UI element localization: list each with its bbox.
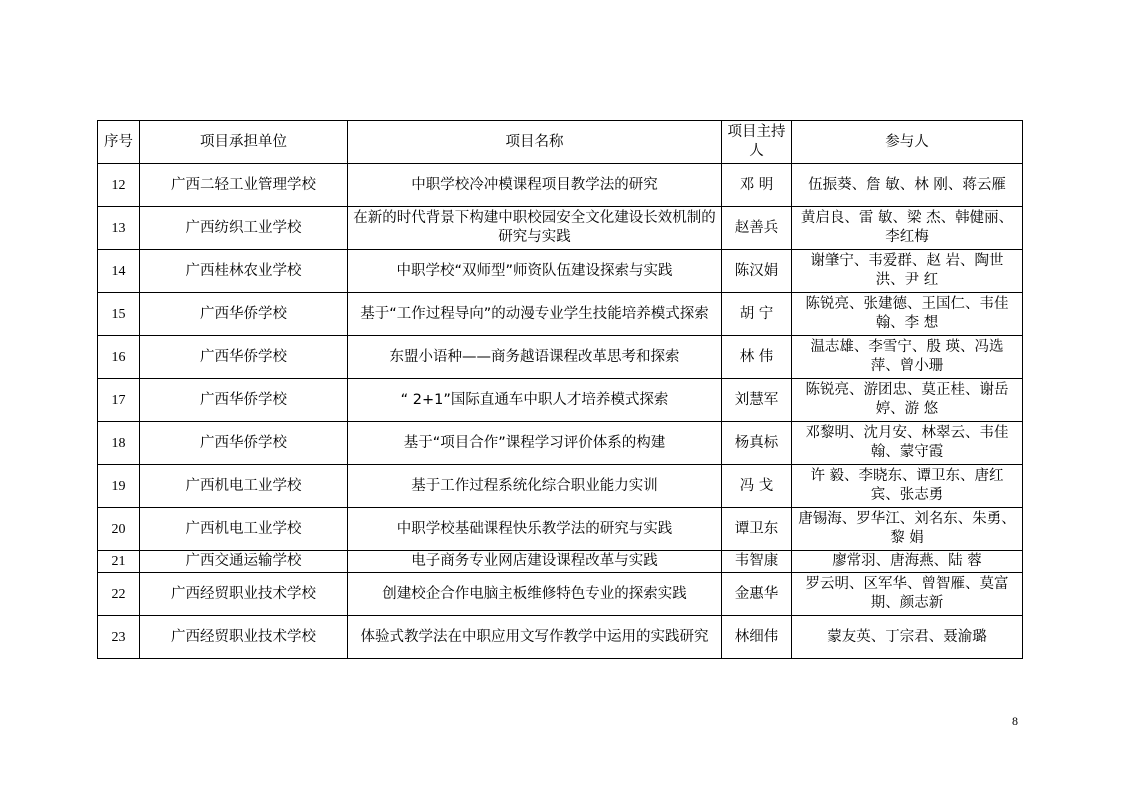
cell-unit: 广西机电工业学校 [140, 465, 348, 508]
cell-seq: 13 [98, 207, 140, 250]
cell-unit: 广西纺织工业学校 [140, 207, 348, 250]
cell-unit: 广西机电工业学校 [140, 508, 348, 551]
cell-participants: 蒙友英、丁宗君、聂渝璐 [792, 616, 1023, 659]
cell-participants: 伍振葵、詹 敏、林 刚、蒋云雁 [792, 164, 1023, 207]
cell-host: 冯 戈 [722, 465, 792, 508]
table-row [98, 573, 1023, 616]
cell-seq: 19 [98, 465, 140, 508]
page-number: 8 [1012, 714, 1018, 728]
table-row [98, 164, 1023, 207]
table-row [98, 551, 1023, 573]
cell-seq: 20 [98, 508, 140, 551]
table-row [98, 250, 1023, 293]
header-name: 项目名称 [348, 121, 722, 164]
cell-host: 杨真标 [722, 422, 792, 465]
cell-name: 中职学校“双师型”师资队伍建设探索与实践 [348, 250, 722, 293]
cell-name: 体验式教学法在中职应用文写作教学中运用的实践研究 [348, 616, 722, 659]
cell-seq: 12 [98, 164, 140, 207]
cell-seq: 17 [98, 379, 140, 422]
cell-unit: 广西交通运输学校 [140, 551, 348, 573]
project-table [97, 120, 1023, 659]
table-row [98, 616, 1023, 659]
cell-name: 创建校企合作电脑主板维修特色专业的探索实践 [348, 573, 722, 616]
cell-host: 林 伟 [722, 336, 792, 379]
header-participants: 参与人 [792, 121, 1023, 164]
cell-host: 刘慧军 [722, 379, 792, 422]
cell-participants: 罗云明、区军华、曾智雁、莫富期、颜志新 [792, 573, 1023, 616]
cell-name: 基于工作过程系统化综合职业能力实训 [348, 465, 722, 508]
header-unit: 项目承担单位 [140, 121, 348, 164]
table-row [98, 508, 1023, 551]
cell-host: 金惠华 [722, 573, 792, 616]
cell-host: 韦智康 [722, 551, 792, 573]
cell-name: 中职学校冷冲模课程项目教学法的研究 [348, 164, 722, 207]
cell-unit: 广西华侨学校 [140, 422, 348, 465]
cell-participants: 陈锐亮、游团忠、莫正桂、谢岳婷、游 悠 [792, 379, 1023, 422]
cell-seq: 21 [98, 551, 140, 573]
cell-participants: 谢肇宁、韦爱群、赵 岩、陶世洪、尹 红 [792, 250, 1023, 293]
cell-name: 基于“项目合作”课程学习评价体系的构建 [348, 422, 722, 465]
cell-unit: 广西华侨学校 [140, 293, 348, 336]
cell-seq: 15 [98, 293, 140, 336]
cell-seq: 16 [98, 336, 140, 379]
cell-participants: 唐锡海、罗华江、刘名东、朱勇、黎 娟 [792, 508, 1023, 551]
cell-unit: 广西经贸职业技术学校 [140, 616, 348, 659]
cell-host: 胡 宁 [722, 293, 792, 336]
cell-participants: 温志雄、李雪宁、殷 瑛、冯选萍、曾小珊 [792, 336, 1023, 379]
cell-seq: 23 [98, 616, 140, 659]
table-row [98, 379, 1023, 422]
cell-host: 陈汉娟 [722, 250, 792, 293]
table-row [98, 465, 1023, 508]
cell-participants: 邓黎明、沈月安、林翠云、韦佳翰、蒙守霞 [792, 422, 1023, 465]
cell-unit: 广西华侨学校 [140, 336, 348, 379]
cell-name: 电子商务专业网店建设课程改革与实践 [348, 551, 722, 573]
cell-name: “ 2+1”国际直通车中职人才培养模式探索 [348, 379, 722, 422]
table-row [98, 422, 1023, 465]
header-host: 项目主持人 [722, 121, 792, 164]
cell-unit: 广西二轻工业管理学校 [140, 164, 348, 207]
cell-name: 在新的时代背景下构建中职校园安全文化建设长效机制的研究与实践 [348, 207, 722, 250]
cell-participants: 廖常羽、唐海燕、陆 蓉 [792, 551, 1023, 573]
cell-unit: 广西桂林农业学校 [140, 250, 348, 293]
cell-name: 东盟小语种——商务越语课程改革思考和探索 [348, 336, 722, 379]
table-row [98, 336, 1023, 379]
cell-seq: 14 [98, 250, 140, 293]
cell-unit: 广西经贸职业技术学校 [140, 573, 348, 616]
table-header-row [98, 121, 1023, 164]
cell-participants: 许 毅、李晓东、谭卫东、唐红宾、张志勇 [792, 465, 1023, 508]
header-seq: 序号 [98, 121, 140, 164]
cell-unit: 广西华侨学校 [140, 379, 348, 422]
cell-name: 中职学校基础课程快乐教学法的研究与实践 [348, 508, 722, 551]
cell-host: 林细伟 [722, 616, 792, 659]
cell-host: 谭卫东 [722, 508, 792, 551]
cell-name: 基于“工作过程导向”的动漫专业学生技能培养模式探索 [348, 293, 722, 336]
cell-seq: 22 [98, 573, 140, 616]
cell-host: 邓 明 [722, 164, 792, 207]
cell-seq: 18 [98, 422, 140, 465]
table-row [98, 207, 1023, 250]
table-row [98, 293, 1023, 336]
cell-host: 赵善兵 [722, 207, 792, 250]
cell-participants: 陈锐亮、张建德、王国仁、韦佳翰、李 想 [792, 293, 1023, 336]
cell-participants: 黄启良、雷 敏、梁 杰、韩健丽、李红梅 [792, 207, 1023, 250]
